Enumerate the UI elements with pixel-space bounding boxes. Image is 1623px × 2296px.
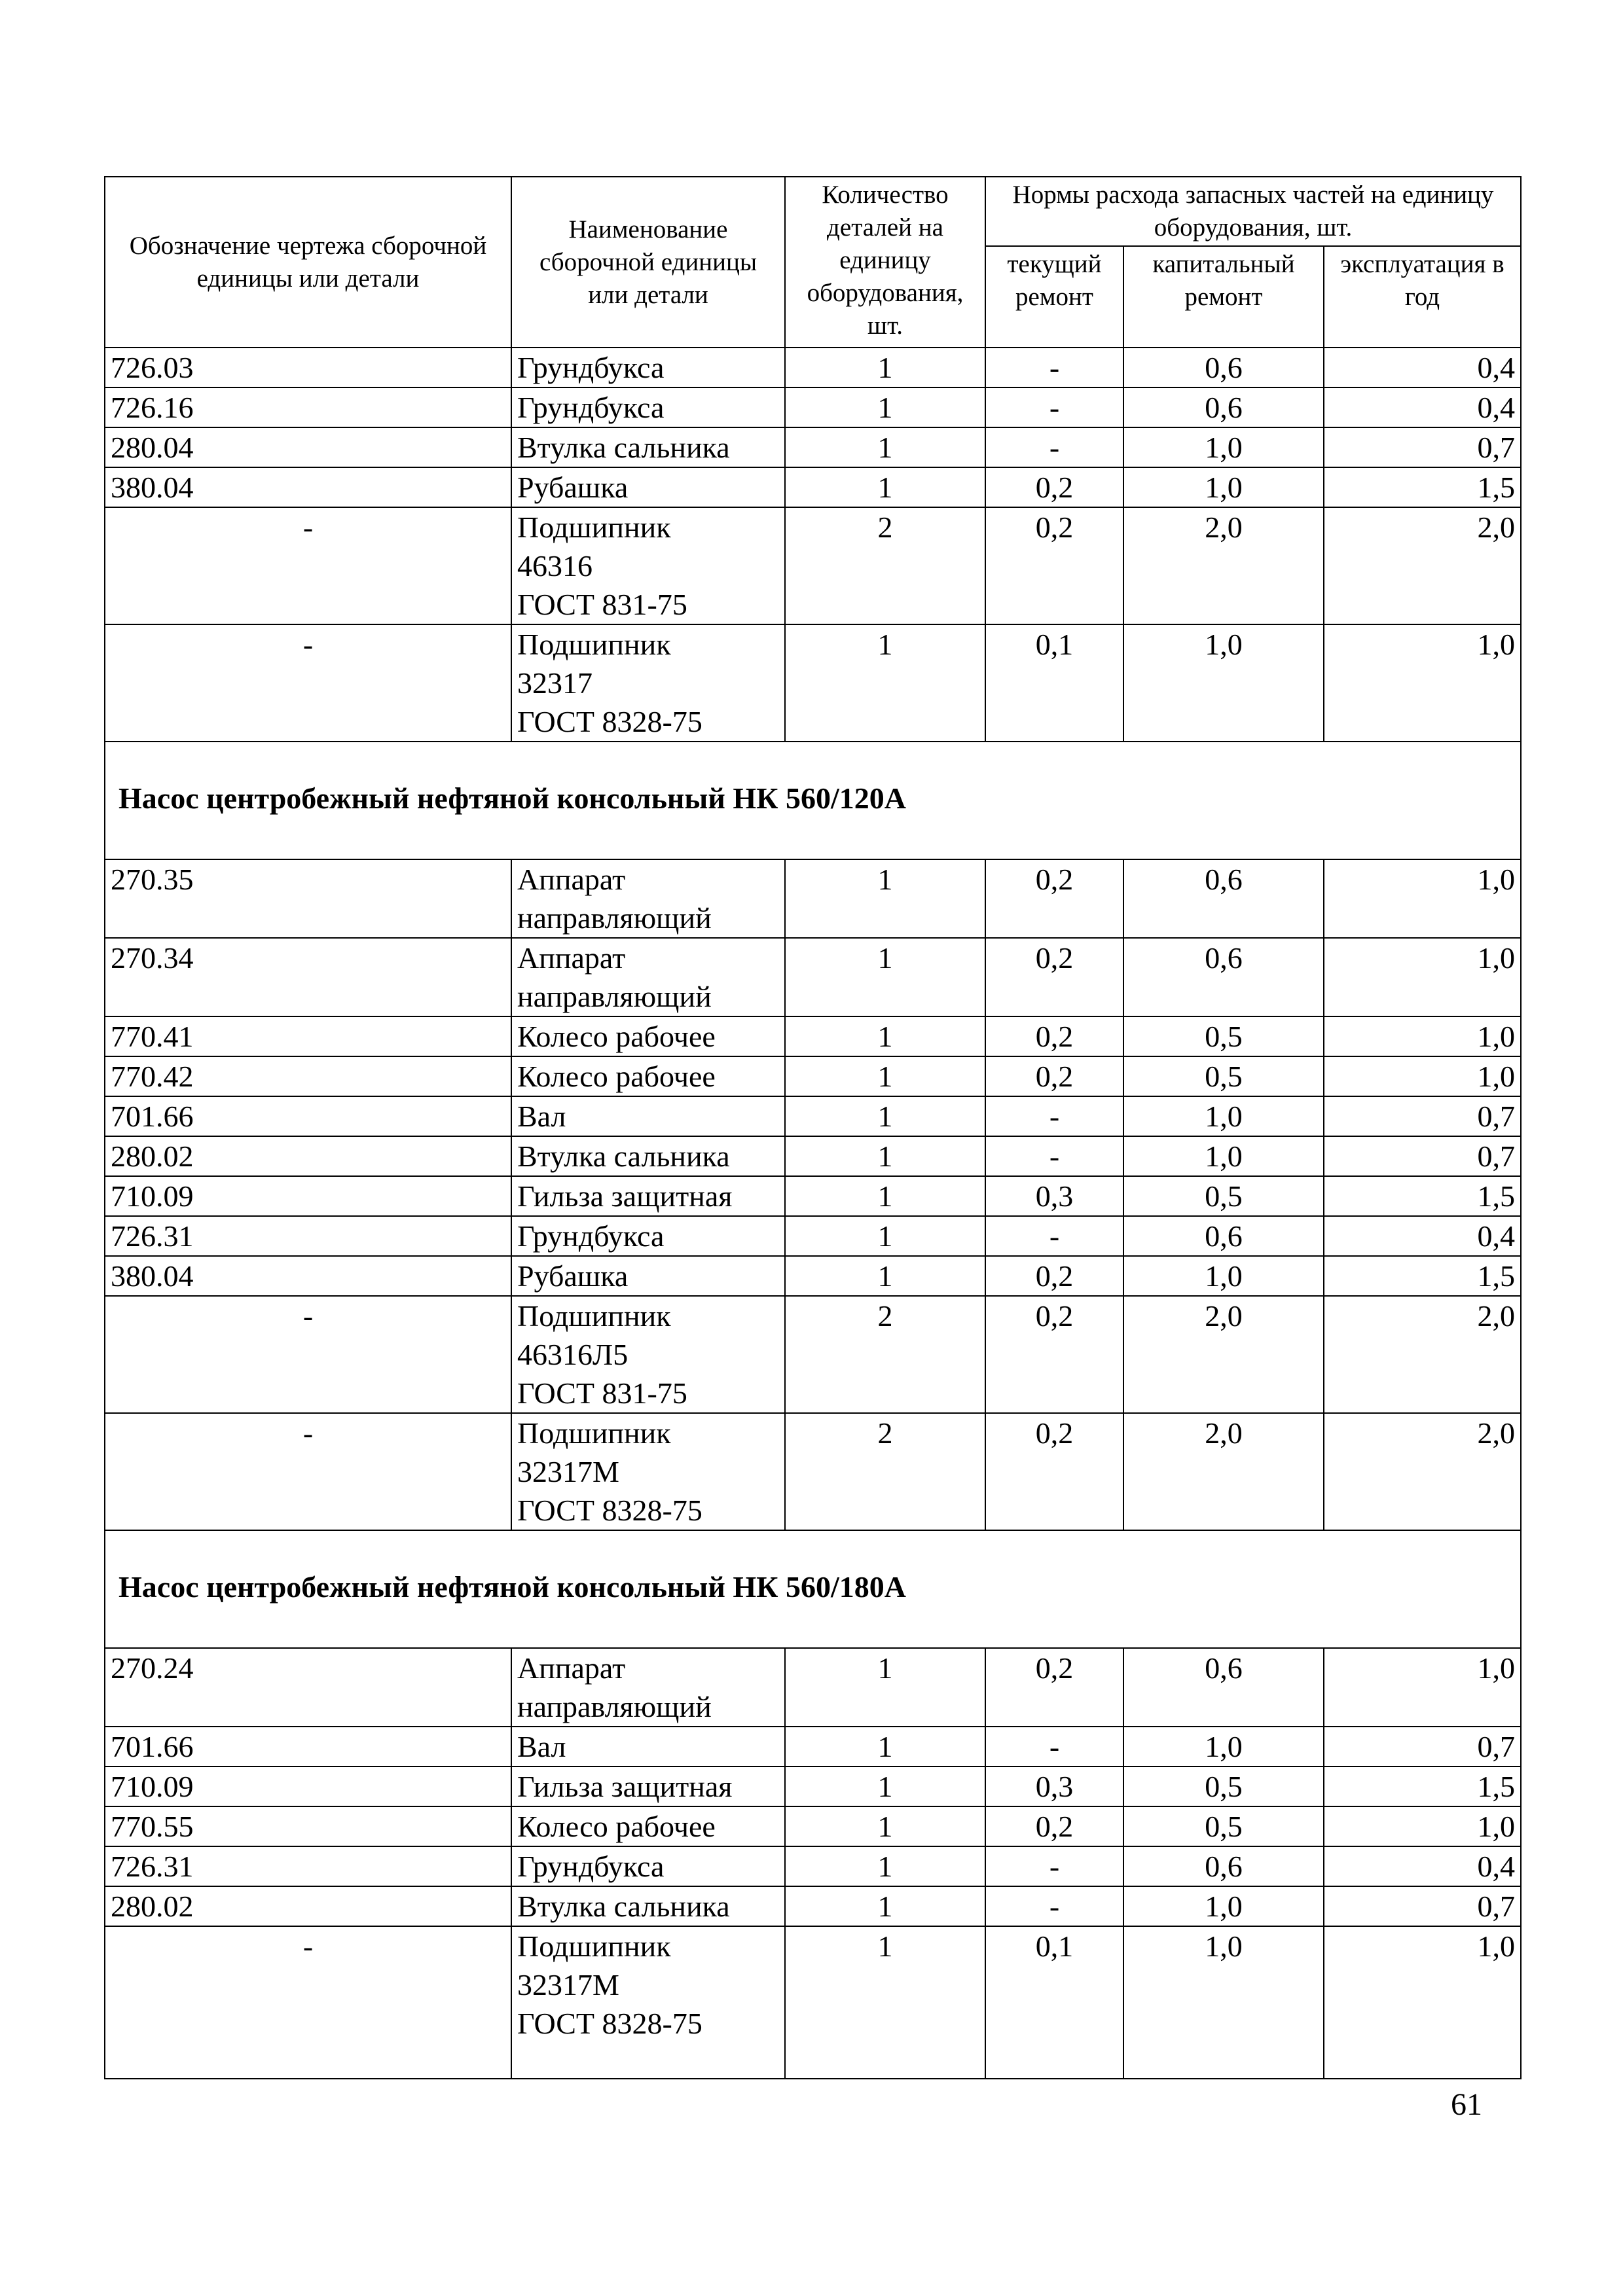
cell-exp: 0,7 — [1324, 1886, 1521, 1926]
cell-qty: 1 — [785, 1648, 985, 1727]
cell-code: 726.03 — [105, 348, 511, 387]
cell-name: Втулка сальника — [511, 427, 785, 467]
table-row — [105, 1216, 1521, 1256]
cell-name: Аппарат направляющий — [511, 1648, 785, 1727]
table-row — [105, 1926, 1521, 2079]
cell-exp: 0,7 — [1324, 1727, 1521, 1767]
cell-name: Втулка сальника — [511, 1136, 785, 1176]
cell-name: Грундбукса — [511, 1216, 785, 1256]
cell-exp: 1,0 — [1324, 1806, 1521, 1846]
table-block-1 — [105, 348, 1521, 742]
cell-cur: - — [985, 1136, 1123, 1176]
cell-cap: 1,0 — [1123, 1727, 1324, 1767]
cell-code: - — [105, 1296, 511, 1413]
table-row — [105, 507, 1521, 624]
cell-name: Грундбукса — [511, 387, 785, 427]
cell-cap: 1,0 — [1123, 624, 1324, 742]
cell-cur: - — [985, 1846, 1123, 1886]
cell-cur: - — [985, 427, 1123, 467]
cell-name: Подшипник 32317 ГОСТ 8328-75 — [511, 624, 785, 742]
cell-cap: 2,0 — [1123, 1296, 1324, 1413]
cell-cap: 0,6 — [1123, 348, 1324, 387]
cell-cur: 0,2 — [985, 1413, 1123, 1530]
table-row — [105, 467, 1521, 507]
cell-qty: 1 — [785, 1846, 985, 1886]
cell-qty: 1 — [785, 467, 985, 507]
cell-exp: 1,0 — [1324, 624, 1521, 742]
cell-exp: 0,7 — [1324, 1136, 1521, 1176]
cell-name: Грундбукса — [511, 348, 785, 387]
cell-qty: 2 — [785, 507, 985, 624]
cell-cap: 0,6 — [1123, 1648, 1324, 1727]
table-header-row — [105, 177, 1521, 246]
cell-name: Грундбукса — [511, 1846, 785, 1886]
cell-code: 380.04 — [105, 1256, 511, 1296]
cell-code: 770.55 — [105, 1806, 511, 1846]
cell-cur: 0,2 — [985, 859, 1123, 938]
table-row — [105, 1016, 1521, 1056]
cell-name: Рубашка — [511, 1256, 785, 1296]
section-row — [105, 1530, 1521, 1648]
cell-cap: 0,6 — [1123, 1846, 1324, 1886]
cell-cap: 1,0 — [1123, 1136, 1324, 1176]
section-title-text: Насос центробежный нефтяной консольный НК 560/120А — [119, 781, 906, 815]
table-row — [105, 1096, 1521, 1136]
cell-code: 701.66 — [105, 1727, 511, 1767]
cell-cap: 0,6 — [1123, 1216, 1324, 1256]
cell-exp: 1,5 — [1324, 467, 1521, 507]
cell-cur: 0,2 — [985, 1648, 1123, 1727]
cell-qty: 1 — [785, 1016, 985, 1056]
cell-exp: 1,5 — [1324, 1767, 1521, 1806]
cell-qty: 1 — [785, 1886, 985, 1926]
cell-exp: 0,7 — [1324, 1096, 1521, 1136]
cell-code: 270.35 — [105, 859, 511, 938]
cell-qty: 1 — [785, 859, 985, 938]
cell-cap: 2,0 — [1123, 507, 1324, 624]
table-block-2 — [105, 859, 1521, 1530]
cell-name: Колесо рабочее — [511, 1806, 785, 1846]
cell-code: 770.41 — [105, 1016, 511, 1056]
cell-cap: 1,0 — [1123, 467, 1324, 507]
cell-qty: 1 — [785, 1056, 985, 1096]
cell-code: 770.42 — [105, 1056, 511, 1096]
cell-code: - — [105, 1926, 511, 2079]
cell-code: 280.02 — [105, 1886, 511, 1926]
cell-name: Вал — [511, 1727, 785, 1767]
cell-name: Подшипник 46316Л5 ГОСТ 831-75 — [511, 1296, 785, 1413]
table-row — [105, 624, 1521, 742]
cell-name: Колесо рабочее — [511, 1056, 785, 1096]
cell-cur: 0,2 — [985, 938, 1123, 1016]
cell-code: 280.02 — [105, 1136, 511, 1176]
table-row — [105, 1767, 1521, 1806]
cell-cur: 0,2 — [985, 1016, 1123, 1056]
cell-cap: 0,5 — [1123, 1056, 1324, 1096]
cell-exp: 1,0 — [1324, 1926, 1521, 2079]
cell-qty: 1 — [785, 1216, 985, 1256]
cell-exp: 0,7 — [1324, 427, 1521, 467]
cell-code: 726.16 — [105, 387, 511, 427]
cell-code: 270.24 — [105, 1648, 511, 1727]
cell-cur: 0,3 — [985, 1767, 1123, 1806]
section-3 — [105, 1530, 1521, 1648]
table-row — [105, 1296, 1521, 1413]
cell-qty: 1 — [785, 1096, 985, 1136]
table-row — [105, 1056, 1521, 1096]
cell-cap: 1,0 — [1123, 1096, 1324, 1136]
cell-name: Втулка сальника — [511, 1886, 785, 1926]
cell-cur: 0,2 — [985, 1056, 1123, 1096]
cell-cur: - — [985, 1727, 1123, 1767]
cell-name: Колесо рабочее — [511, 1016, 785, 1056]
cell-code: - — [105, 507, 511, 624]
cell-cur: 0,2 — [985, 507, 1123, 624]
cell-qty: 1 — [785, 1136, 985, 1176]
cell-cur: 0,2 — [985, 467, 1123, 507]
table-row — [105, 427, 1521, 467]
cell-cap: 1,0 — [1123, 1926, 1324, 2079]
table-row — [105, 1413, 1521, 1530]
cell-cur: 0,2 — [985, 1296, 1123, 1413]
cell-code: 380.04 — [105, 467, 511, 507]
table-row — [105, 1648, 1521, 1727]
cell-code: 726.31 — [105, 1216, 511, 1256]
cell-qty: 1 — [785, 1727, 985, 1767]
cell-qty: 1 — [785, 1926, 985, 2079]
cell-cap: 0,6 — [1123, 387, 1324, 427]
header-code: Обозначение чертежа сборочной единицы или детали — [105, 177, 511, 348]
table-row — [105, 1136, 1521, 1176]
cell-code: 270.34 — [105, 938, 511, 1016]
header-norms: Нормы расхода запасных частей на единицу оборудования, шт. — [985, 177, 1521, 246]
cell-cur: - — [985, 387, 1123, 427]
cell-qty: 2 — [785, 1296, 985, 1413]
cell-name: Гильза защитная — [511, 1176, 785, 1216]
table-row — [105, 1806, 1521, 1846]
cell-exp: 2,0 — [1324, 1413, 1521, 1530]
cell-cap: 0,5 — [1123, 1016, 1324, 1056]
table-row — [105, 1176, 1521, 1216]
cell-name: Рубашка — [511, 467, 785, 507]
cell-cap: 0,5 — [1123, 1176, 1324, 1216]
cell-cap: 0,6 — [1123, 859, 1324, 938]
cell-qty: 2 — [785, 1413, 985, 1530]
cell-exp: 0,4 — [1324, 1216, 1521, 1256]
section-title-text: Насос центробежный нефтяной консольный НК 560/180А — [119, 1570, 906, 1604]
section-row — [105, 742, 1521, 859]
cell-cur: 0,1 — [985, 1926, 1123, 2079]
cell-qty: 1 — [785, 427, 985, 467]
cell-code: - — [105, 1413, 511, 1530]
cell-code: 280.04 — [105, 427, 511, 467]
cell-code: 726.31 — [105, 1846, 511, 1886]
cell-exp: 2,0 — [1324, 1296, 1521, 1413]
table-row — [105, 1886, 1521, 1926]
table-row — [105, 348, 1521, 387]
spare-parts-table — [104, 176, 1522, 2079]
header-qty: Количество деталей на единицу оборудования, шт. — [785, 177, 985, 348]
cell-qty: 1 — [785, 1767, 985, 1806]
section-title — [105, 1530, 1521, 1648]
cell-exp: 1,0 — [1324, 1016, 1521, 1056]
cell-exp: 0,4 — [1324, 1846, 1521, 1886]
cell-cur: - — [985, 348, 1123, 387]
table-block-3 — [105, 1648, 1521, 2079]
cell-qty: 1 — [785, 348, 985, 387]
cell-qty: 1 — [785, 387, 985, 427]
cell-cur: 0,2 — [985, 1256, 1123, 1296]
cell-name: Аппарат направляющий — [511, 938, 785, 1016]
cell-exp: 1,5 — [1324, 1176, 1521, 1216]
cell-cap: 2,0 — [1123, 1413, 1324, 1530]
cell-qty: 1 — [785, 938, 985, 1016]
cell-cur: 0,3 — [985, 1176, 1123, 1216]
cell-code: 710.09 — [105, 1176, 511, 1216]
header-current-repair: текущий ремонт — [985, 246, 1123, 348]
page-number: 61 — [1451, 2087, 1482, 2122]
cell-cap: 0,6 — [1123, 938, 1324, 1016]
cell-exp: 0,4 — [1324, 348, 1521, 387]
cell-exp: 1,0 — [1324, 1648, 1521, 1727]
table-row — [105, 1727, 1521, 1767]
table-row — [105, 1256, 1521, 1296]
table-row — [105, 1846, 1521, 1886]
cell-exp: 1,0 — [1324, 938, 1521, 1016]
cell-qty: 1 — [785, 1176, 985, 1216]
header-exploitation: эксплуатация в год — [1324, 246, 1521, 348]
table-row — [105, 387, 1521, 427]
cell-cur: 0,1 — [985, 624, 1123, 742]
cell-exp: 0,4 — [1324, 387, 1521, 427]
section-title — [105, 742, 1521, 859]
cell-exp: 1,0 — [1324, 859, 1521, 938]
table-row — [105, 938, 1521, 1016]
cell-qty: 1 — [785, 1256, 985, 1296]
cell-cap: 1,0 — [1123, 1886, 1324, 1926]
table-row — [105, 859, 1521, 938]
cell-cur: - — [985, 1886, 1123, 1926]
cell-qty: 1 — [785, 624, 985, 742]
cell-exp: 2,0 — [1324, 507, 1521, 624]
section-2 — [105, 742, 1521, 859]
cell-cap: 1,0 — [1123, 1256, 1324, 1296]
cell-name: Аппарат направляющий — [511, 859, 785, 938]
cell-exp: 1,0 — [1324, 1056, 1521, 1096]
cell-code: 701.66 — [105, 1096, 511, 1136]
cell-name: Подшипник 46316 ГОСТ 831-75 — [511, 507, 785, 624]
cell-cur: - — [985, 1096, 1123, 1136]
cell-cur: - — [985, 1216, 1123, 1256]
cell-name: Гильза защитная — [511, 1767, 785, 1806]
cell-code: 710.09 — [105, 1767, 511, 1806]
cell-name: Подшипник 32317М ГОСТ 8328-75 — [511, 1413, 785, 1530]
cell-cur: 0,2 — [985, 1806, 1123, 1846]
cell-name: Вал — [511, 1096, 785, 1136]
header-capital-repair: капитальный ремонт — [1123, 246, 1324, 348]
cell-exp: 1,5 — [1324, 1256, 1521, 1296]
cell-cap: 0,5 — [1123, 1767, 1324, 1806]
cell-cap: 0,5 — [1123, 1806, 1324, 1846]
cell-qty: 1 — [785, 1806, 985, 1846]
cell-cap: 1,0 — [1123, 427, 1324, 467]
cell-name: Подшипник 32317М ГОСТ 8328-75 — [511, 1926, 785, 2079]
cell-code: - — [105, 624, 511, 742]
header-name: Наименование сборочной единицы или детали — [511, 177, 785, 348]
